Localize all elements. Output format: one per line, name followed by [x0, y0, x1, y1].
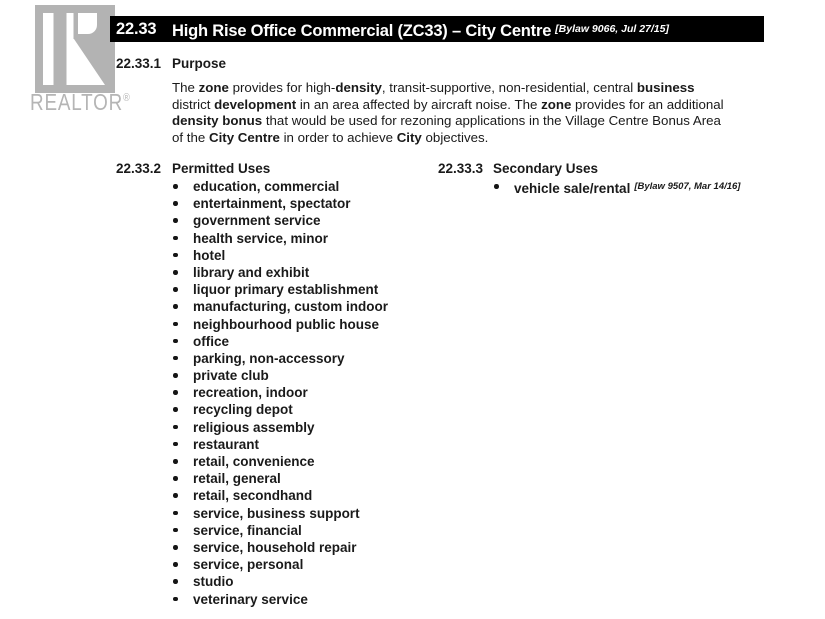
registered-trademark-symbol: ®	[123, 92, 130, 104]
secondary-uses-heading: Secondary Uses	[493, 161, 599, 176]
secondary-uses-list	[493, 178, 740, 195]
list-item: restaurant	[172, 436, 388, 453]
permitted-uses-list	[172, 178, 388, 608]
realtor-logo-icon	[35, 5, 115, 93]
list-item: veterinary service	[172, 591, 388, 608]
secondary-use-label: vehicle sale/rental	[514, 181, 631, 196]
realtor-wordmark-text: REALTOR	[30, 89, 124, 115]
purpose-section-number: 22.33.1	[116, 56, 162, 71]
section-number: 22.33	[116, 20, 157, 38]
list-item: retail, secondhand	[172, 487, 388, 504]
purpose-heading: Purpose	[172, 56, 227, 71]
list-item: religious assembly	[172, 419, 388, 436]
list-item	[493, 178, 740, 195]
list-item: retail, general	[172, 470, 388, 487]
section-title-wrap	[172, 16, 669, 45]
bylaw-annotation: [Bylaw 9507, Mar 14/16]	[634, 181, 741, 192]
section-title-bar	[110, 16, 764, 42]
realtor-wordmark	[30, 89, 130, 116]
list-item: private club	[172, 367, 388, 384]
list-item: retail, convenience	[172, 453, 388, 470]
permitted-uses-heading: Permitted Uses	[172, 161, 271, 176]
list-item: hotel	[172, 247, 388, 264]
list-item: service, financial	[172, 522, 388, 539]
list-item: office	[172, 333, 388, 350]
list-item: neighbourhood public house	[172, 316, 388, 333]
list-item: recreation, indoor	[172, 384, 388, 401]
bylaw-annotation: [Bylaw 9066, Jul 27/15]	[555, 23, 669, 35]
list-item: service, household repair	[172, 539, 388, 556]
list-item: recycling depot	[172, 401, 388, 418]
list-item: government service	[172, 212, 388, 229]
section-title: High Rise Office Commercial (ZC33) – City Centre	[172, 22, 552, 40]
list-item: entertainment, spectator	[172, 195, 388, 212]
list-item: library and exhibit	[172, 264, 388, 281]
list-item: service, personal	[172, 556, 388, 573]
list-item: service, business support	[172, 505, 388, 522]
list-item: parking, non-accessory	[172, 350, 388, 367]
list-item: health service, minor	[172, 230, 388, 247]
secondary-uses-section-number: 22.33.3	[438, 161, 484, 176]
list-item: studio	[172, 573, 388, 590]
list-item: education, commercial	[172, 178, 388, 195]
list-item: liquor primary establishment	[172, 281, 388, 298]
purpose-paragraph: The zone provides for high-density, transit-supportive, non-residential, central business district development in an area affected by aircraft noise. The zone provides for an additional density bonus that would be used for rezoning applications in the Village Centre Bonus Area of the City Centre in order to achieve City objectives.	[172, 80, 724, 145]
list-item: manufacturing, custom indoor	[172, 298, 388, 315]
permitted-uses-section-number: 22.33.2	[116, 161, 162, 176]
